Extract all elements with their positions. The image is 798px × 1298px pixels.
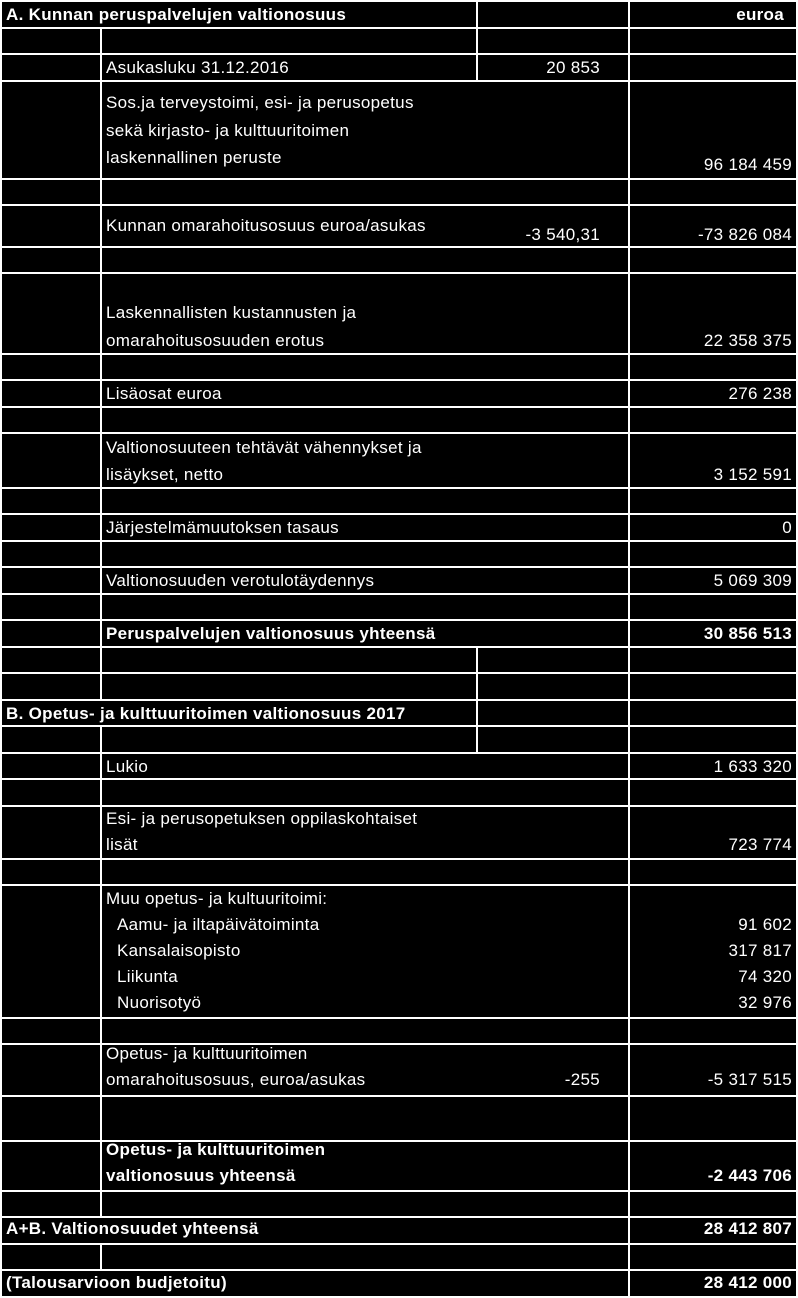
budgeted-label: (Talousarvioon budjetoitu)	[6, 1273, 227, 1292]
row-mid-value: 20 853	[546, 58, 600, 77]
row-label: Liikunta	[117, 967, 178, 986]
row-value: 1 633 320	[713, 757, 792, 776]
row-rule	[0, 1243, 798, 1245]
row-value: 32 976	[738, 993, 792, 1012]
grand-total-label: A+B. Valtionosuudet yhteensä	[6, 1219, 259, 1238]
row-value: 74 320	[738, 967, 792, 986]
row-mid-value: -255	[564, 1070, 600, 1089]
row-rule	[0, 1017, 798, 1019]
section-a-total-label: Peruspalvelujen valtionosuus yhteensä	[106, 624, 436, 643]
row-label: Nuorisotyö	[117, 993, 202, 1012]
row-label: omarahoitusosuus, euroa/asukas	[106, 1070, 366, 1089]
row-label: Aamu- ja iltapäivätoiminta	[117, 915, 320, 934]
row-label: Laskennallisten kustannusten ja	[106, 303, 357, 322]
row-label: Esi- ja perusopetuksen oppilaskohtaiset	[106, 809, 418, 828]
row-rule	[0, 204, 798, 206]
row-rule	[0, 1190, 798, 1192]
column-rule	[628, 0, 630, 1298]
row-value: -73 826 084	[697, 225, 792, 244]
row-label: Sos.ja terveystoimi, esi- ja perusopetus	[106, 93, 414, 112]
column-rule	[100, 27, 102, 699]
grand-total-value: 28 412 807	[703, 1219, 792, 1238]
row-value: -5 317 515	[707, 1070, 792, 1089]
column-rule	[476, 646, 478, 753]
section-b-total-label: Opetus- ja kulttuuritoimen	[106, 1140, 326, 1159]
row-value: 723 774	[728, 835, 792, 854]
column-rule	[0, 0, 2, 1298]
row-label: Kansalaisopisto	[117, 941, 241, 960]
section-b-total-label: valtionosuus yhteensä	[106, 1166, 296, 1185]
row-label: lisäykset, netto	[106, 465, 224, 484]
unit-label: euroa	[736, 5, 784, 24]
row-value: 3 152 591	[713, 465, 792, 484]
row-value: 276 238	[728, 384, 792, 403]
section-b-total-value: -2 443 706	[707, 1166, 792, 1185]
row-label: Lisäosat euroa	[106, 384, 222, 403]
row-value: 22 358 375	[703, 331, 792, 350]
row-label: Järjestelmämuutoksen tasaus	[106, 518, 339, 537]
row-value: 0	[782, 518, 792, 537]
row-label: sekä kirjasto- ja kulttuuritoimen	[106, 121, 350, 140]
section-a-title: A. Kunnan peruspalvelujen valtionosuus	[6, 5, 347, 24]
row-rule	[0, 672, 798, 674]
row-label: lisät	[106, 835, 138, 854]
row-label: Lukio	[106, 757, 149, 776]
row-label: Muu opetus- ja kultuuritoimi:	[106, 889, 328, 908]
row-value: 317 817	[728, 941, 792, 960]
row-label: Valtionosuuden verotulotäydennys	[106, 571, 375, 590]
budgeted-value: 28 412 000	[703, 1273, 792, 1292]
row-label: laskennallinen peruste	[106, 148, 282, 167]
row-rule	[0, 1095, 798, 1097]
row-label: Kunnan omarahoitusosuus euroa/asukas	[106, 216, 426, 235]
row-label: omarahoitusosuuden erotus	[106, 331, 325, 350]
row-label: Opetus- ja kulttuuritoimen	[106, 1044, 308, 1063]
row-label: Asukasluku 31.12.2016	[106, 58, 290, 77]
section-b-title: B. Opetus- ja kulttuuritoimen valtionosuus 2017	[6, 704, 406, 723]
column-rule	[100, 725, 102, 1217]
row-value: 96 184 459	[703, 155, 792, 174]
row-rule	[0, 858, 798, 860]
row-value: 91 602	[738, 915, 792, 934]
column-rule	[100, 1243, 102, 1269]
row-label: Valtionosuuteen tehtävät vähennykset ja	[106, 438, 422, 457]
row-rule	[0, 178, 798, 180]
section-a-total-value: 30 856 513	[703, 624, 792, 643]
row-mid-value: -3 540,31	[525, 225, 600, 244]
row-value: 5 069 309	[713, 571, 792, 590]
row-rule	[0, 272, 798, 274]
row-rule	[0, 432, 798, 434]
